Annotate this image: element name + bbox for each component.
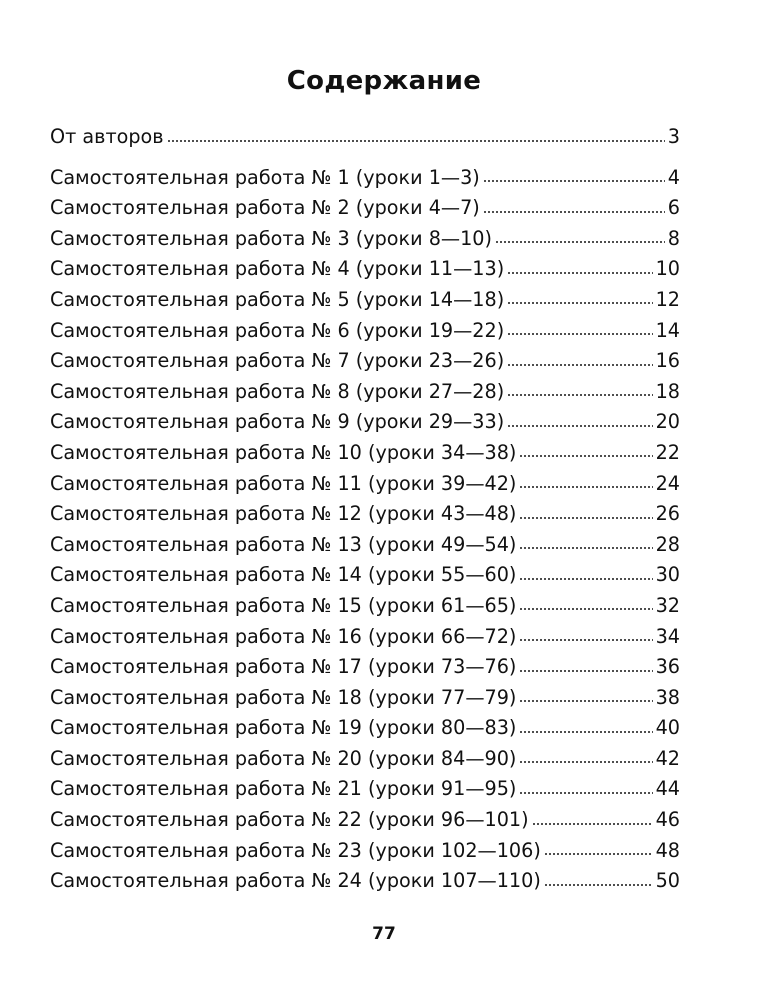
toc-entry-page: 30 [655, 563, 680, 587]
page-title: Содержание [286, 66, 482, 96]
toc-leader-dots [507, 362, 652, 367]
table-of-contents [50, 122, 680, 897]
toc-entry-page: 26 [655, 502, 680, 526]
toc-leader-dots [544, 882, 653, 887]
toc-row [50, 774, 680, 805]
toc-leader-dots [532, 821, 653, 826]
toc-row [50, 316, 680, 347]
toc-entry-label: Самостоятельная работа № 4 (уроки 11—13) [50, 257, 505, 281]
toc-entry-label: Самостоятельная работа № 21 (уроки 91—95) [50, 777, 517, 801]
toc-entry-label: Самостоятельная работа № 6 (уроки 19—22) [50, 318, 505, 342]
toc-row [50, 163, 680, 194]
toc-row [50, 438, 680, 469]
toc-entry-page: 36 [655, 655, 680, 679]
toc-row [50, 254, 680, 285]
toc-entry-page: 42 [655, 746, 680, 770]
toc-entry-page: 50 [655, 869, 680, 893]
toc-entry-page: 44 [655, 777, 680, 801]
toc-row [50, 622, 680, 653]
toc-leader-dots [519, 760, 652, 765]
toc-row [50, 836, 680, 867]
toc-leader-dots [519, 699, 652, 704]
toc-entry-page: 20 [655, 410, 680, 434]
toc-entry-label: Самостоятельная работа № 8 (уроки 27—28) [50, 379, 505, 403]
toc-leader-dots [507, 332, 652, 337]
toc-row [50, 193, 680, 224]
toc-leader-dots [519, 515, 652, 520]
toc-leader-dots [507, 393, 652, 398]
toc-entry-page: 28 [655, 532, 680, 556]
toc-leader-dots [544, 852, 653, 857]
toc-row [50, 805, 680, 836]
toc-entry-label: Самостоятельная работа № 20 (уроки 84—90) [50, 746, 517, 770]
toc-entry-label: Самостоятельная работа № 23 (уроки 102—106) [50, 838, 541, 862]
toc-leader-dots [507, 270, 652, 275]
toc-entry-page: 22 [655, 440, 680, 464]
toc-leader-dots [483, 209, 665, 214]
toc-entry-page: 38 [655, 685, 680, 709]
toc-entry-page: 40 [655, 716, 680, 740]
toc-row [50, 377, 680, 408]
toc-entry-page: 3 [667, 125, 680, 148]
toc-entry-label: Самостоятельная работа № 16 (уроки 66—72) [50, 624, 517, 648]
toc-entry-label: Самостоятельная работа № 14 (уроки 55—60) [50, 563, 517, 587]
toc-entry-label: Самостоятельная работа № 19 (уроки 80—83) [50, 716, 517, 740]
toc-row [50, 407, 680, 438]
toc-leader-dots [519, 729, 652, 734]
toc-entry-page: 6 [667, 196, 680, 220]
toc-leader-dots [507, 301, 652, 306]
toc-entry-label: Самостоятельная работа № 2 (уроки 4—7) [50, 196, 480, 220]
toc-entry-page: 12 [655, 287, 680, 311]
toc-entry-label: Самостоятельная работа № 11 (уроки 39—42) [50, 471, 517, 495]
toc-leader-dots [507, 423, 652, 428]
toc-entry-page: 24 [655, 471, 680, 495]
toc-leader-dots [495, 240, 665, 245]
toc-entry-label: Самостоятельная работа № 18 (уроки 77—79) [50, 685, 517, 709]
page-number: 77 [372, 924, 396, 944]
toc-entry-page: 4 [667, 165, 680, 189]
toc-leader-dots [519, 790, 652, 795]
toc-leader-dots [519, 576, 652, 581]
toc-row [50, 285, 680, 316]
toc-leader-dots [519, 454, 652, 459]
toc-entry-label: Самостоятельная работа № 3 (уроки 8—10) [50, 226, 492, 250]
toc-entry-label: Самостоятельная работа № 24 (уроки 107—110) [50, 869, 541, 893]
toc-row [50, 499, 680, 530]
toc-row [50, 122, 680, 153]
toc-entry-page: 16 [655, 349, 680, 373]
toc-leader-dots [483, 179, 665, 184]
toc-entry-label: Самостоятельная работа № 13 (уроки 49—54) [50, 532, 517, 556]
toc-entry-label: Самостоятельная работа № 10 (уроки 34—38) [50, 440, 517, 464]
toc-leader-dots [519, 607, 652, 612]
toc-entry-label: От авторов [50, 125, 164, 148]
toc-row [50, 866, 680, 897]
toc-row [50, 346, 680, 377]
toc-leader-dots [519, 638, 652, 643]
toc-entry-label: Самостоятельная работа № 12 (уроки 43—48) [50, 502, 517, 526]
toc-entry-label: Самостоятельная работа № 22 (уроки 96—101) [50, 808, 529, 832]
toc-entry-page: 46 [655, 808, 680, 832]
toc-entry-label: Самостоятельная работа № 7 (уроки 23—26) [50, 349, 505, 373]
toc-entry-label: Самостоятельная работа № 17 (уроки 73—76) [50, 655, 517, 679]
toc-entry-label: Самостоятельная работа № 9 (уроки 29—33) [50, 410, 505, 434]
toc-row [50, 591, 680, 622]
toc-row [50, 469, 680, 500]
toc-row [50, 683, 680, 714]
toc-entry-page: 8 [667, 226, 680, 250]
toc-leader-dots [519, 546, 652, 551]
toc-entry-page: 48 [655, 838, 680, 862]
toc-row [50, 713, 680, 744]
toc-entry-page: 34 [655, 624, 680, 648]
toc-entry-page: 18 [655, 379, 680, 403]
toc-row [50, 530, 680, 561]
toc-row [50, 224, 680, 255]
toc-entry-page: 14 [655, 318, 680, 342]
toc-entry-page: 10 [655, 257, 680, 281]
toc-entry-label: Самостоятельная работа № 5 (уроки 14—18) [50, 287, 505, 311]
toc-leader-dots [167, 138, 665, 143]
toc-row [50, 652, 680, 683]
toc-row [50, 744, 680, 775]
toc-entry-label: Самостоятельная работа № 15 (уроки 61—65) [50, 593, 517, 617]
toc-row [50, 560, 680, 591]
toc-leader-dots [519, 668, 652, 673]
toc-entry-label: Самостоятельная работа № 1 (уроки 1—3) [50, 165, 480, 189]
toc-entry-page: 32 [655, 593, 680, 617]
toc-leader-dots [519, 485, 652, 490]
